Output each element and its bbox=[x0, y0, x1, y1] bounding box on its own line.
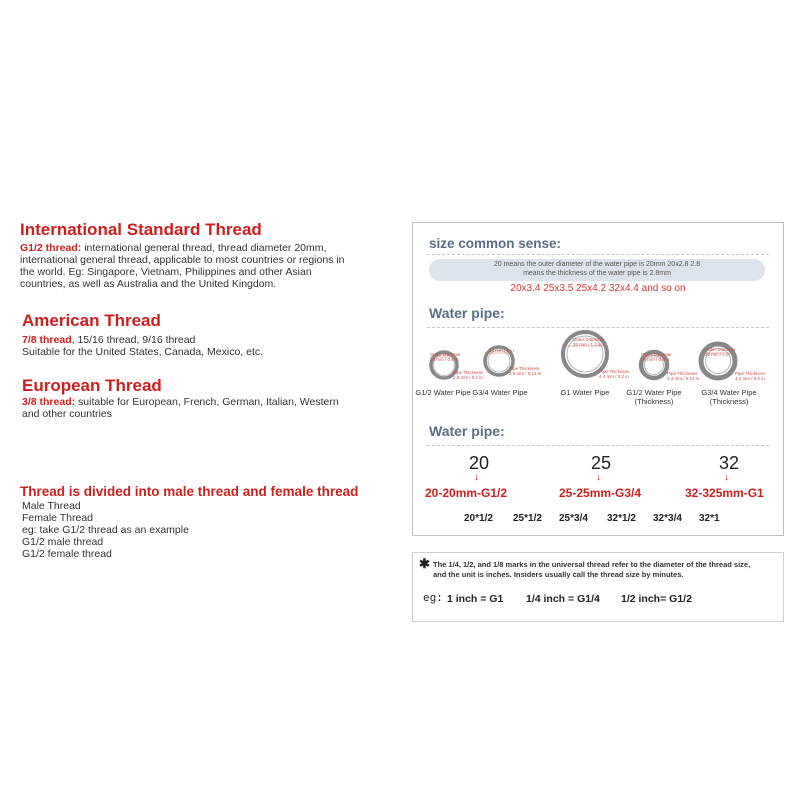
pipe-label-1: G1/2 Water Pipe bbox=[415, 388, 471, 397]
pipe5-outer: Outer Diameter 25 mm / 1 in bbox=[705, 347, 736, 357]
arrow-down-icon: ↓ bbox=[596, 472, 601, 483]
pipe3-thickness: Pipe Thickness 4.4 mm / 0.2 in bbox=[599, 369, 630, 379]
pipe5-thickness: Pipe Thickness 4.2 mm / 0.2 in bbox=[735, 371, 766, 381]
european-text-2: and other countries bbox=[22, 408, 112, 420]
inch-note-panel bbox=[412, 552, 784, 622]
eg-label: eg: bbox=[423, 593, 443, 605]
arrow-down-icon: ↓ bbox=[724, 472, 729, 483]
code-g1: 32-325mm-G1 bbox=[685, 486, 764, 500]
size-row-2: 25*1/2 bbox=[513, 513, 542, 524]
note-line-1: The 1/4, 1/2, and 1/8 marks in the universal thread refer to the diameter of the thread size, bbox=[433, 560, 751, 569]
eg-item-1: 1 inch = G1 bbox=[447, 593, 504, 605]
size-20: 20 bbox=[469, 453, 490, 473]
european-paragraph bbox=[22, 396, 402, 420]
code-g1-2: 20-20mm-G1/2 bbox=[425, 486, 508, 500]
water-pipe-title-1: Water pipe: bbox=[429, 305, 505, 321]
mf-line-1: Male Thread bbox=[22, 500, 81, 512]
mf-line-5: G1/2 female thread bbox=[22, 548, 112, 560]
male-female-list bbox=[22, 500, 402, 560]
ist-text-1: international general thread, thread diameter 20mm, bbox=[81, 242, 327, 254]
pill-line-2: means the thickness of the water pipe is 2.8mm bbox=[523, 269, 671, 277]
size-common-sense-title: size common sense: bbox=[429, 236, 562, 251]
american-lead: 7/8 thread bbox=[22, 334, 72, 346]
dimension-lines bbox=[431, 346, 735, 357]
size-row-4: 32*1/2 bbox=[607, 513, 636, 524]
american-paragraph bbox=[22, 334, 402, 358]
ist-text-3: the world. Eg: Singapore, Vietnam, Philippines and other Asian bbox=[20, 266, 312, 278]
mf-line-2: Female Thread bbox=[22, 512, 94, 524]
pipe-label-5: G3/4 Water Pipe (Thickness) bbox=[701, 388, 757, 406]
pipe4-outer: Outer Diameter 20 mm / 0.8 in bbox=[641, 352, 672, 362]
european-text-1: suitable for European, French, German, Italian, Western bbox=[75, 396, 339, 408]
common-sizes: 20x3.4 25x3.5 25x4.2 32x4.4 and so on bbox=[510, 283, 686, 294]
note-text bbox=[433, 560, 778, 580]
asterisk-icon: ✱ bbox=[419, 556, 430, 571]
water-pipe-title-2: Water pipe: bbox=[429, 423, 505, 439]
ist-lead: G1/2 thread: bbox=[20, 242, 82, 254]
ist-text-2: international general thread, applicable to most countries or regions in bbox=[20, 254, 345, 266]
pipe1-thickness: Pipe Thickness 2.8 mm / 0.1 in bbox=[453, 370, 484, 380]
size-explanation-pill bbox=[429, 259, 765, 281]
ist-paragraph bbox=[20, 242, 400, 290]
eg-item-2: 1/4 inch = G1/4 bbox=[526, 593, 600, 605]
size-row-1: 20*1/2 bbox=[464, 513, 493, 524]
american-text-1: , 15/16 thread, 9/16 thread bbox=[71, 334, 196, 346]
ist-text-4: countries, as well as Australia and the United Kingdom. bbox=[20, 278, 277, 290]
mf-line-3: eg: take G1/2 thread as an example bbox=[22, 524, 189, 536]
american-text-2: Suitable for the United States, Canada, Mexico, etc. bbox=[22, 346, 264, 358]
pipe-label-3: G1 Water Pipe bbox=[560, 388, 610, 397]
pill-line-1: 20 means the outer diameter of the water pipe is 20mm 20x2.8 2.8 bbox=[493, 261, 701, 268]
mf-line-4: G1/2 male thread bbox=[22, 536, 104, 548]
pipe1-outer: Outer Diameter 20 mm / 0.8 in bbox=[430, 352, 461, 362]
divider bbox=[427, 445, 769, 446]
male-female-title: Thread is divided into male thread and female thread bbox=[20, 484, 359, 499]
note-line-2: and the unit is inches. Insiders usually call the thread size by minutes. bbox=[433, 570, 684, 579]
code-g3-4: 25-25mm-G3/4 bbox=[559, 486, 642, 500]
american-title: American Thread bbox=[22, 311, 161, 330]
size-row-3: 25*3/4 bbox=[559, 513, 588, 524]
size-32: 32 bbox=[719, 453, 740, 473]
size-info-panel bbox=[412, 222, 784, 536]
size-row-6: 32*1 bbox=[699, 513, 720, 524]
eg-item-3: 1/2 inch= G1/2 bbox=[621, 593, 692, 605]
size-row-5: 32*3/4 bbox=[653, 513, 682, 524]
pipe4-thickness: Pipe Thickness 3.4 mm / 0.13 in bbox=[667, 371, 700, 381]
pipe-label-2: G3/4 Water Pipe bbox=[472, 388, 528, 397]
pipe2-outer: 25 mm / 1 in bbox=[489, 348, 514, 353]
pipe3-outer: Outer Diameter 32 mm / 1.3 in bbox=[573, 337, 604, 347]
arrow-down-icon: ↓ bbox=[474, 472, 479, 483]
divider bbox=[427, 254, 769, 255]
pipe-label-4: G1/2 Water Pipe (Thickness) bbox=[626, 388, 682, 406]
size-25: 25 bbox=[591, 453, 612, 473]
european-lead: 3/8 thread: bbox=[22, 396, 76, 408]
european-title: European Thread bbox=[22, 376, 162, 395]
ist-title: International Standard Thread bbox=[20, 220, 262, 239]
pipe2-thickness: Pipe Thickness 3.5 mm / 0.14 in bbox=[509, 366, 542, 376]
